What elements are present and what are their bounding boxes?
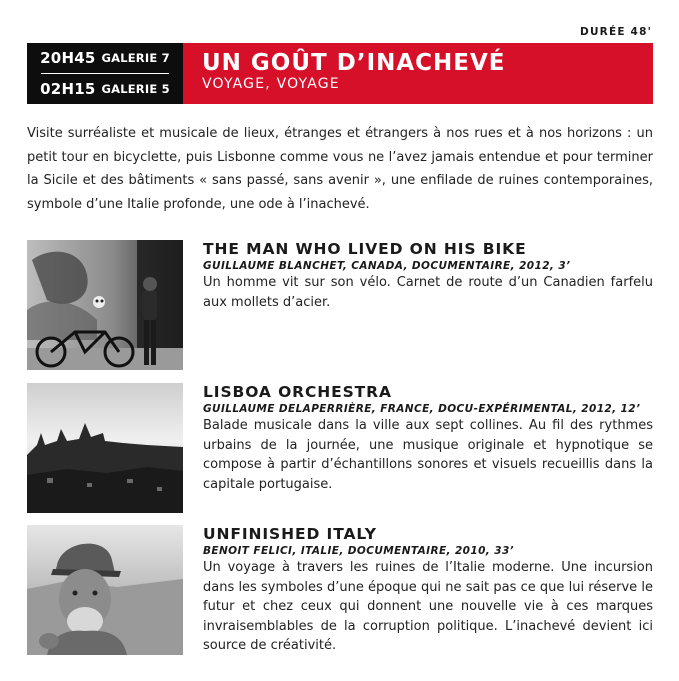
film-thumbnail [27, 240, 183, 370]
program-subtitle: VOYAGE, VOYAGE [202, 76, 340, 92]
screening-row [27, 74, 183, 104]
film-credits: GUILLAUME BLANCHET, CANADA, DOCUMENTAIRE, 2012, 3’ [203, 260, 571, 272]
film-entry [27, 240, 653, 370]
program-description: Visite surréaliste et musicale de lieux, étranges et étrangers à nos rues et à nos horizons : un petit tour en bicyclette, puis Lisbonne comme vous ne l’avez jamais entendue et pour terminer la Sicile et des bâtiments « sans passé, sans avenir », une enfilade de ruines contemporaines, symbole d’une Italie profonde, une ode à l’inachevé. [27, 126, 653, 212]
film-title: UNFINISHED ITALY [203, 525, 377, 543]
screening-venue: GALERIE 7 [101, 51, 170, 65]
film-info [203, 383, 653, 494]
screening-times [27, 43, 183, 104]
film-description: Un homme vit sur son vélo. Carnet de route d’un Canadien farfelu aux mollets d’acier. [203, 275, 653, 310]
program-title: UN GOÛT D’INACHEVÉ [202, 50, 506, 76]
screening-row [27, 43, 183, 73]
program-title-block [183, 43, 653, 104]
film-credits: GUILLAUME DELAPERRIÈRE, FRANCE, DOCU-EXPÉRIMENTAL, 2012, 12’ [203, 403, 641, 415]
screening-venue: GALERIE 5 [101, 82, 170, 96]
screening-time: 02H15 [40, 80, 96, 98]
film-title: LISBOA ORCHESTRA [203, 383, 392, 401]
film-thumbnail [27, 525, 183, 655]
film-info [203, 240, 653, 312]
film-title: THE MAN WHO LIVED ON HIS BIKE [203, 240, 527, 258]
film-credits: BENOIT FELICI, ITALIE, DOCUMENTAIRE, 2010, 33’ [203, 545, 515, 557]
screening-time: 20H45 [40, 49, 96, 67]
film-entry [27, 383, 653, 513]
program-banner [27, 43, 653, 104]
duration-label: DURÉE 48' [580, 26, 652, 38]
film-description: Balade musicale dans la ville aux sept collines. Au fil des rythmes urbains de la journée, une musique originale et hypnotique se compose à partir d’échantillons sonores et visuels recueillis dans la capitale portugaise. [203, 418, 653, 492]
film-info [203, 525, 653, 656]
film-thumbnail [27, 383, 183, 513]
film-description: Un voyage à travers les ruines de l’Italie moderne. Une incursion dans les symboles d’une époque qui ne sait pas ce que lui réserve le futur et chez ceux qui donnent une nouvelle vie à ces marques invraisemblables de la corruption politique. L’inachevé devient ici source de créativité. [203, 560, 653, 653]
film-entry [27, 525, 653, 655]
